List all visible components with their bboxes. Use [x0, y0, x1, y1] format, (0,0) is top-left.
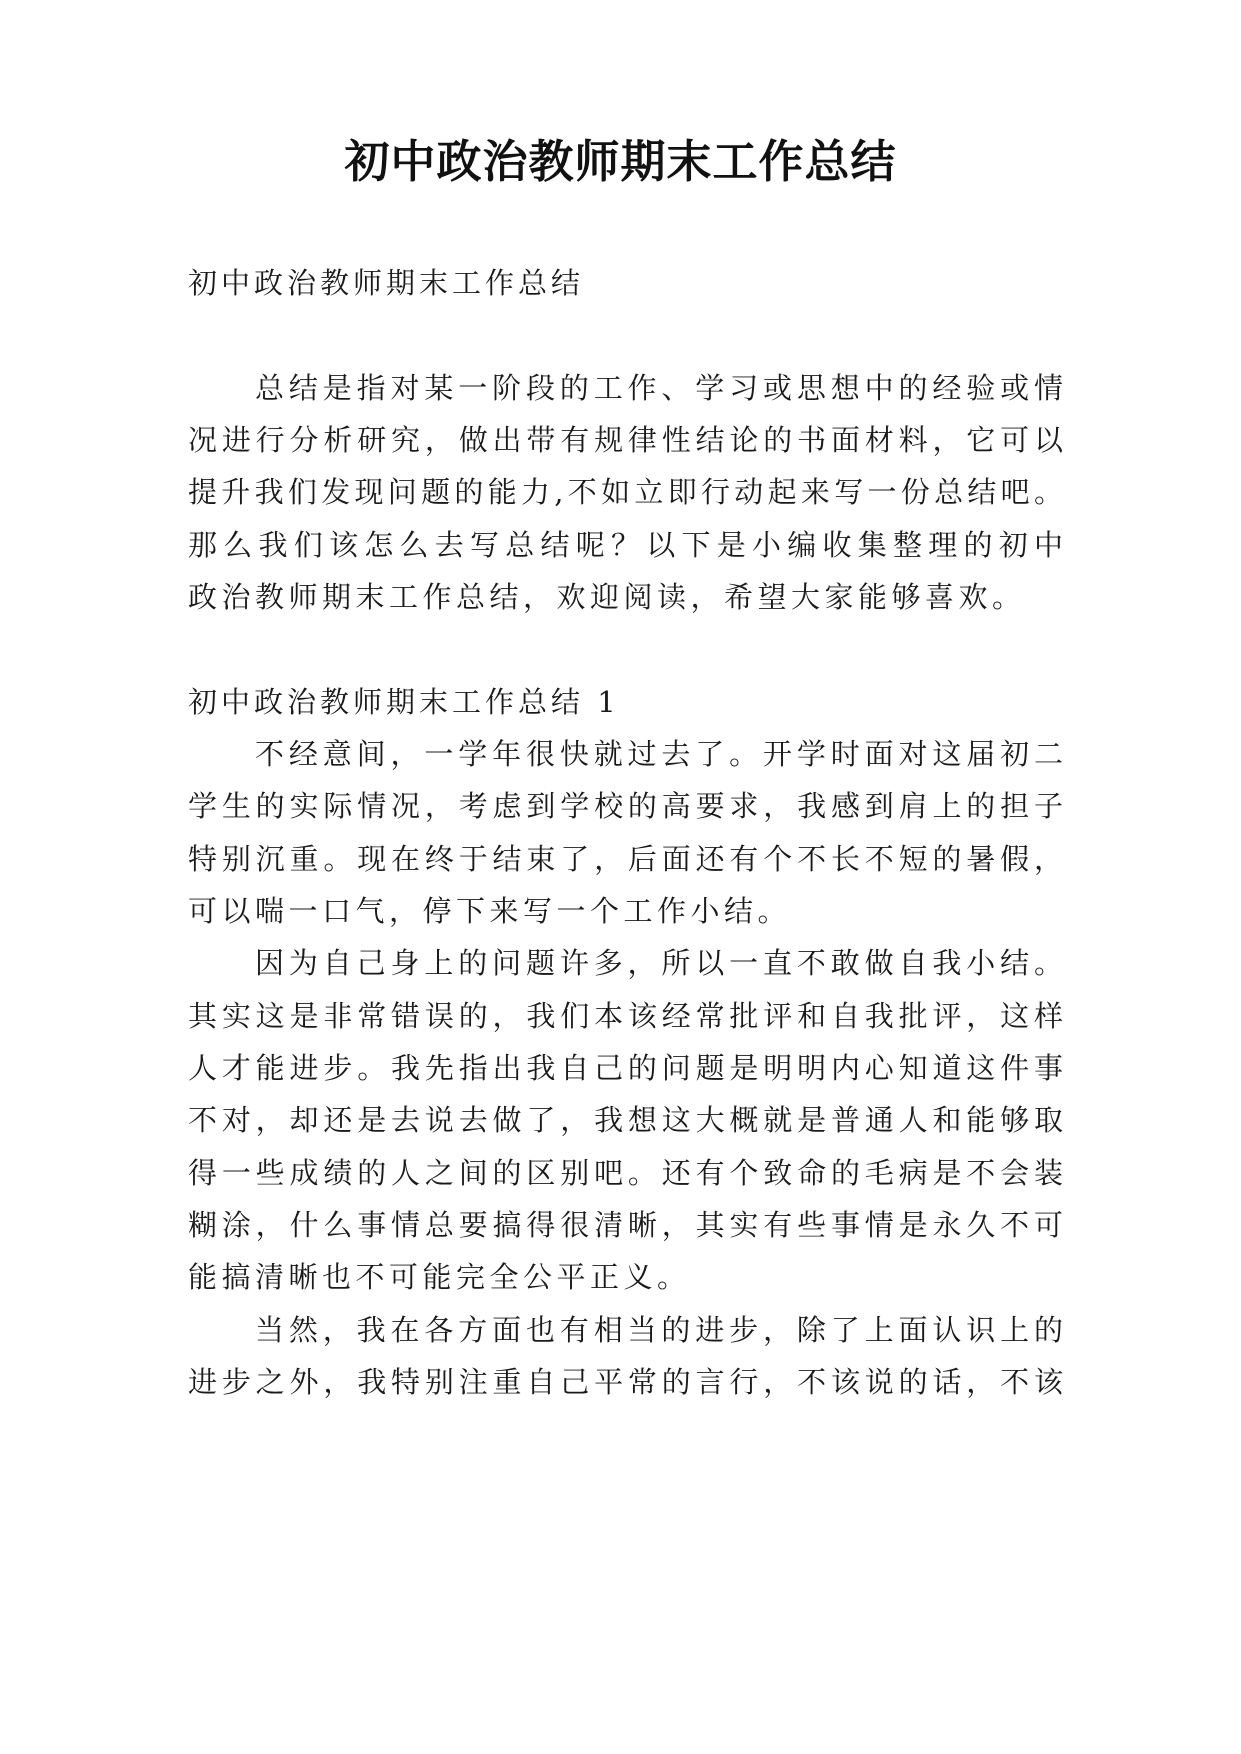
text-line: 提升我们发现问题的能力,不如立即行动起来写一份总结吧。 — [188, 475, 1065, 510]
text-line: 况进行分析研究，做出带有规律性结论的书面材料，它可以 — [188, 422, 1065, 457]
document-body — [188, 257, 1065, 1408]
text-line: 可以喘一口气，停下来写一个工作小结。 — [188, 893, 792, 928]
paragraph — [188, 728, 1065, 937]
text-line: 总结是指对某一阶段的工作、学习或思想中的经验或情 — [255, 370, 1065, 405]
text-line: 当然，我在各方面也有相当的进步，除了上面认识上的 — [255, 1312, 1065, 1347]
text-line: 糊涂，什么事情总要搞得很清晰，其实有些事情是永久不可 — [188, 1207, 1065, 1242]
text-line: 因为自己身上的问题许多，所以一直不敢做自我小结。 — [255, 946, 1065, 981]
paragraph — [188, 937, 1065, 1303]
paragraph — [188, 1304, 1065, 1409]
text-line: 政治教师期末工作总结，欢迎阅读，希望大家能够喜欢。 — [188, 579, 1026, 614]
document-title: 初中政治教师期末工作总结 — [344, 135, 897, 188]
text-line: 其实这是非常错误的，我们本该经常批评和自我批评，这样 — [188, 998, 1065, 1033]
text-line: 人才能进步。我先指出我自己的问题是明明内心知道这件事 — [188, 1050, 1065, 1085]
text-line: 特别沉重。现在终于结束了，后面还有个不长不短的暑假， — [188, 841, 1065, 876]
text-line: 能搞清晰也不可能完全公平正义。 — [188, 1260, 691, 1295]
text-line: 进步之外，我特别注重自己平常的言行，不该说的话，不该 — [188, 1364, 1065, 1399]
text-line: 得一些成绩的人之间的区别吧。还有个致命的毛病是不会装 — [188, 1155, 1065, 1190]
text-line: 学生的实际情况，考虑到学校的高要求，我感到肩上的担子 — [188, 789, 1065, 824]
section-heading: 初中政治教师期末工作总结 1 — [188, 684, 620, 719]
text-line: 不对，却还是去说去做了，我想这大概就是普通人和能够取 — [188, 1103, 1065, 1138]
text-line: 不经意间，一学年很快就过去了。开学时面对这届初二 — [255, 736, 1065, 771]
subtitle: 初中政治教师期末工作总结 — [188, 266, 585, 300]
text-line: 那么我们该怎么去写总结呢？以下是小编收集整理的初中 — [188, 527, 1065, 562]
intro-paragraph — [188, 362, 1065, 624]
